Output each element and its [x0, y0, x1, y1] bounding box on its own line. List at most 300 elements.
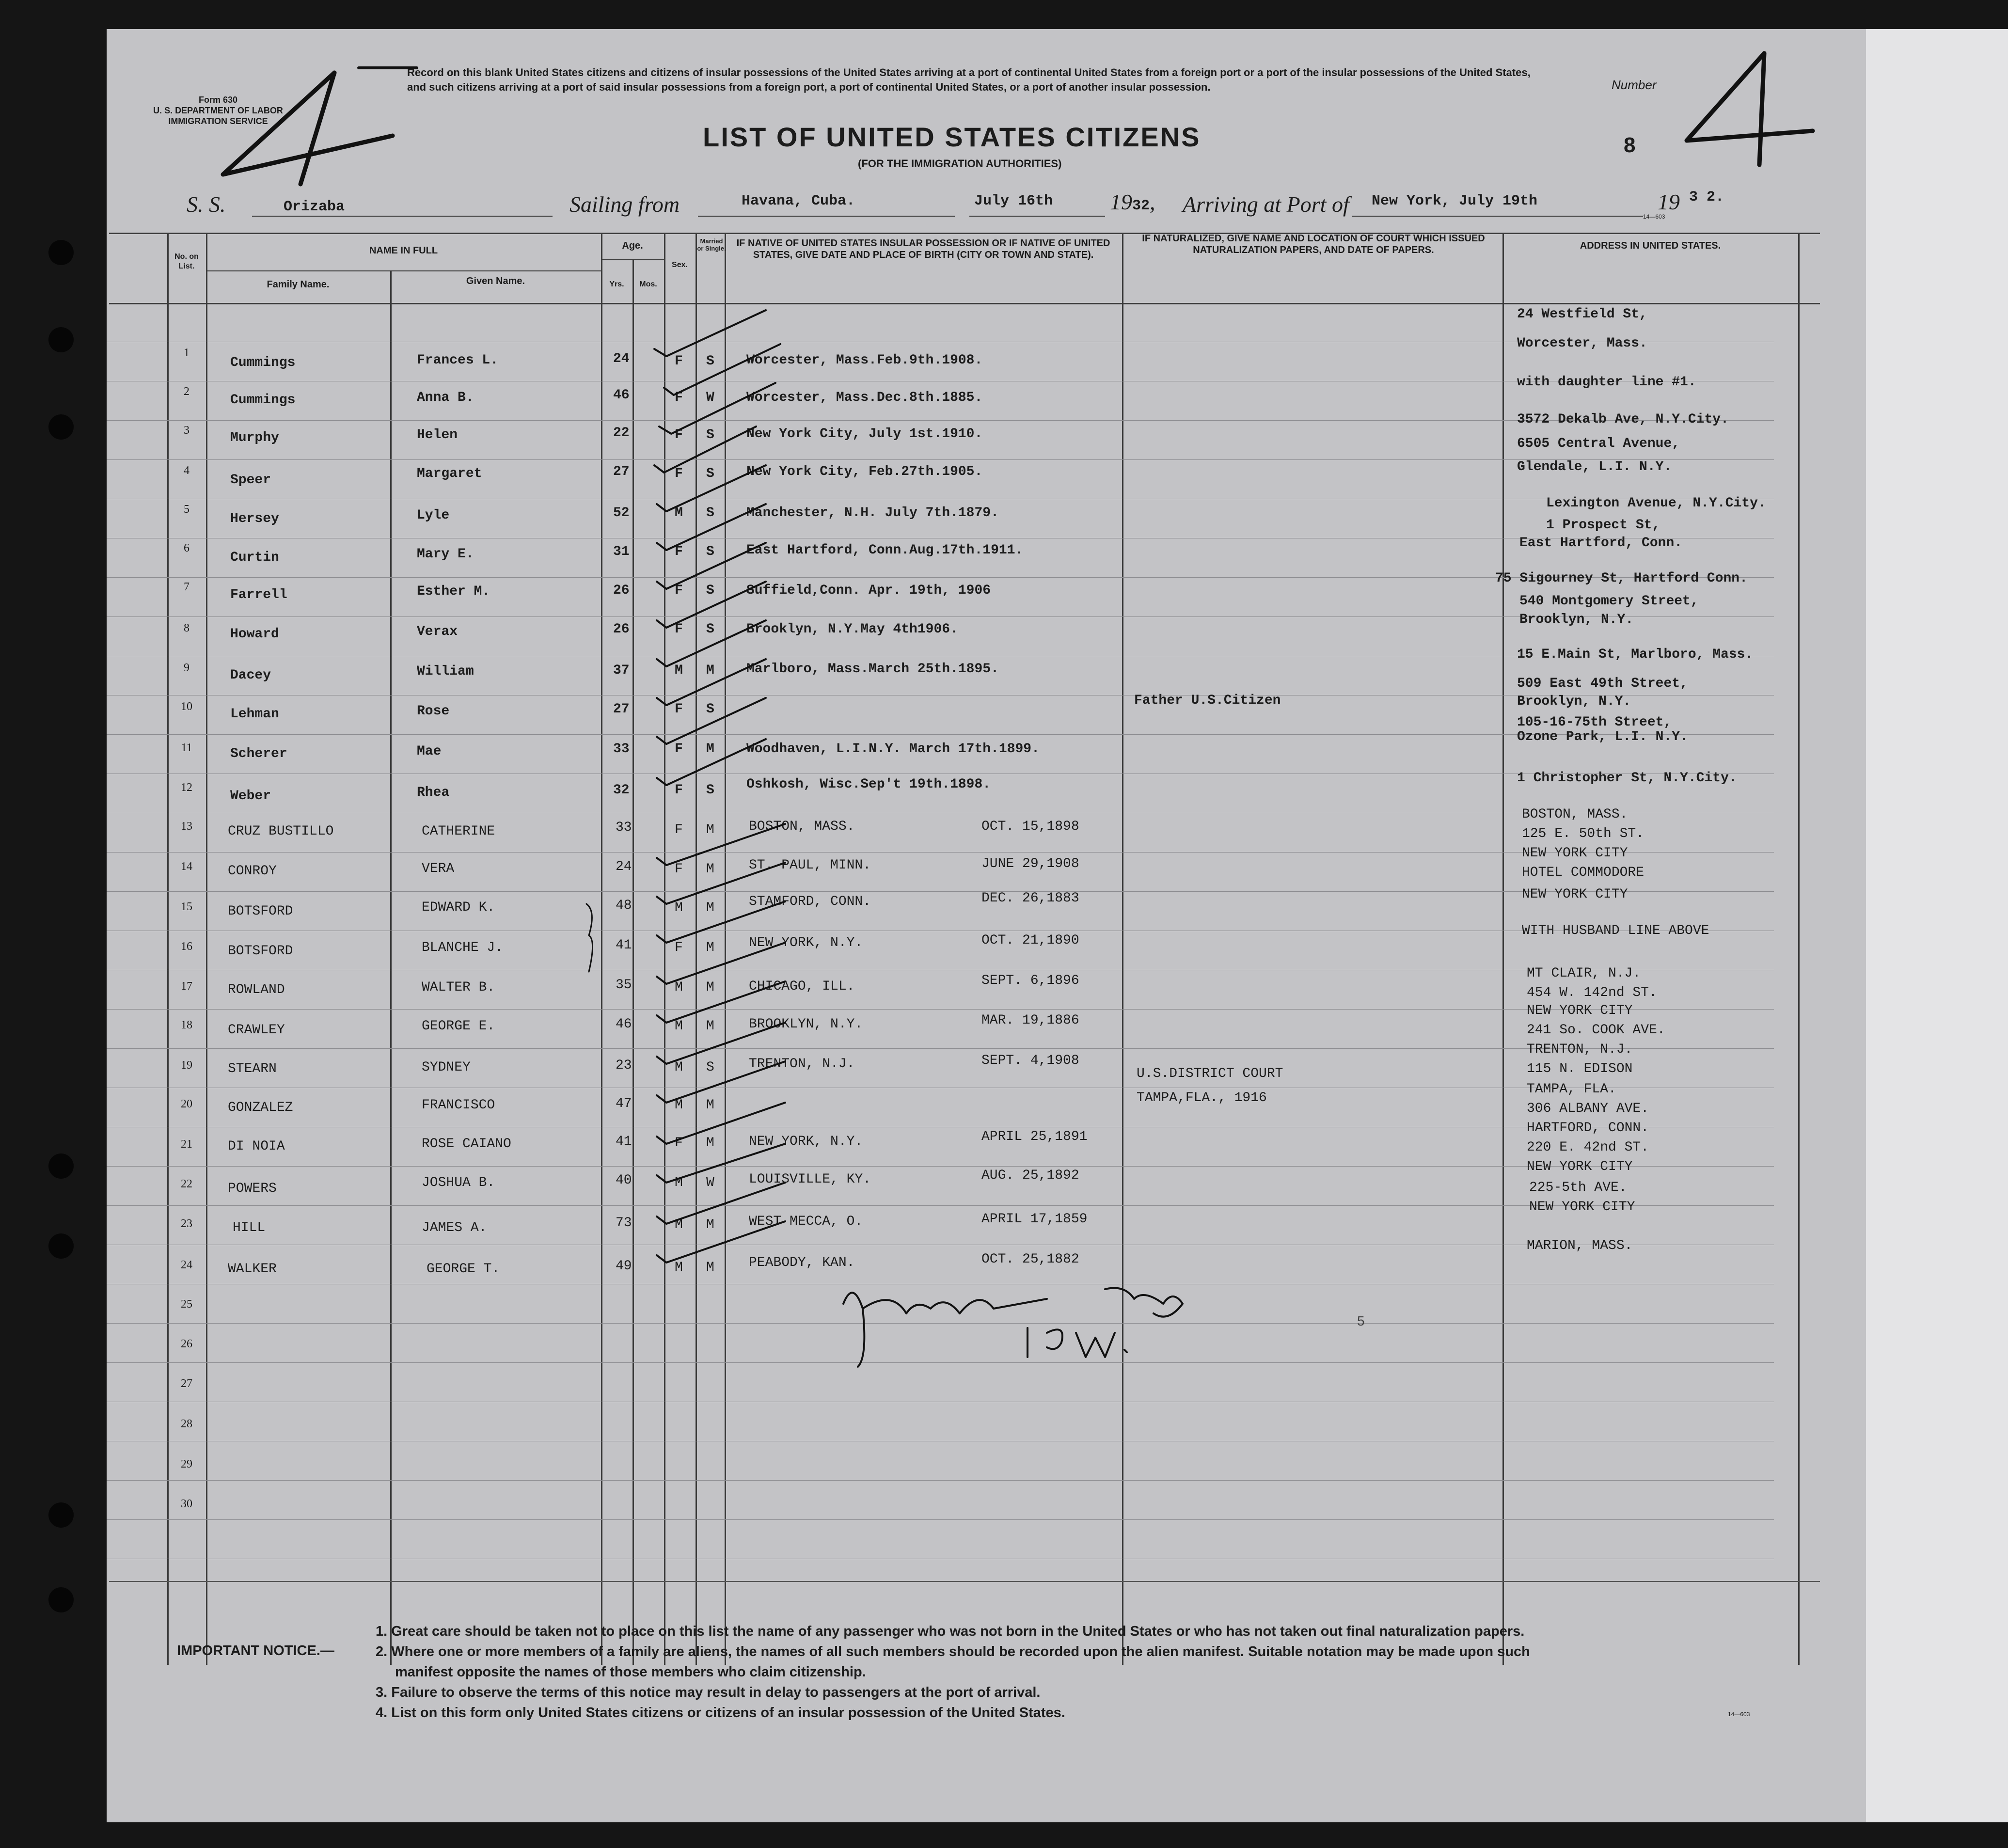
sex: M — [675, 900, 683, 916]
family-name: BOTSFORD — [228, 944, 293, 959]
form-instruction: Record on this blank United States citizens and citizens of insular possessions of the United States arriving at a port of continental United States from a foreign port or a port of the insular possessions of the United States, and such citizens arriving at a port of said insular possessions from a foreign port, a port of continental United States, or a port of another insular possession. — [407, 66, 1531, 93]
address-line: 220 E. 42nd ST. — [1527, 1140, 1649, 1155]
address-line: 225-5th AVE. — [1529, 1180, 1627, 1195]
year-suffix: 32 — [1132, 198, 1150, 214]
given-name: VERA — [422, 861, 455, 876]
address-line: 125 E. 50th ST. — [1522, 826, 1644, 841]
age: 40 — [616, 1173, 632, 1188]
marital-status: M — [706, 1136, 714, 1151]
birth-place: NEW YORK, N.Y. — [749, 935, 863, 950]
age: 33 — [613, 742, 630, 757]
marital-status: S — [706, 622, 714, 637]
address-line: 306 ALBANY AVE. — [1527, 1101, 1649, 1116]
inspector-signature — [834, 1270, 1299, 1386]
binder-hole — [48, 1233, 74, 1259]
arrival-year-suffix: 3 2. — [1689, 189, 1724, 205]
row-number: 1 — [184, 347, 190, 359]
marital-status: M — [706, 1217, 714, 1232]
given-name: Verax — [417, 624, 458, 639]
address-line: HOTEL COMMODORE — [1522, 865, 1644, 880]
given-name: Rose — [417, 704, 450, 719]
family-name: Cummings — [230, 393, 296, 408]
age: 47 — [616, 1096, 632, 1111]
row-number: 18 — [181, 1019, 192, 1031]
marital-status: S — [706, 583, 714, 598]
given-name: SYDNEY — [422, 1060, 471, 1075]
age: 24 — [613, 351, 630, 366]
given-name: Esther M. — [417, 584, 490, 599]
family-name: Weber — [230, 789, 271, 804]
address-line: with daughter line #1. — [1517, 375, 1696, 390]
age: 49 — [616, 1259, 632, 1274]
row-rule — [107, 1480, 1774, 1481]
department: U. S. DEPARTMENT OF LABOR — [153, 106, 283, 115]
age: 32 — [613, 783, 630, 798]
sex: M — [675, 1060, 683, 1075]
family-name: GONZALEZ — [228, 1100, 293, 1115]
address-line: NEW YORK CITY — [1522, 846, 1628, 861]
marital-status: W — [706, 390, 714, 405]
marital-status: M — [706, 822, 714, 837]
binder-hole — [48, 1153, 74, 1179]
marital-status: M — [706, 663, 714, 678]
given-name: Margaret — [417, 466, 482, 481]
marital-status: S — [706, 427, 714, 442]
sex: M — [675, 1217, 683, 1232]
col-divider — [601, 233, 602, 1665]
address-line: Ozone Park, L.I. N.Y. — [1517, 729, 1688, 744]
marital-status: S — [706, 1060, 714, 1075]
birth-date: OCT. 21,1890 — [981, 933, 1079, 948]
family-name: Speer — [230, 473, 271, 488]
service: IMMIGRATION SERVICE — [168, 116, 268, 126]
notice-item: manifest opposite the names of those members who claim citizenship. — [395, 1664, 866, 1680]
sex: M — [675, 980, 683, 995]
sex: F — [675, 702, 683, 717]
address-line: 15 E.Main St, Marlboro, Mass. — [1517, 647, 1754, 662]
col-divider — [390, 270, 392, 1665]
marital-status: S — [706, 702, 714, 717]
row-number: 29 — [181, 1458, 192, 1470]
birth-place: NEW YORK, N.Y. — [749, 1134, 863, 1149]
sex: F — [675, 390, 683, 405]
col-sex: Sex. — [672, 261, 688, 269]
col-birth: IF NATIVE OF UNITED STATES INSULAR POSSESSION OR IF NATIVE OF UNITED STATES, GIVE DATE AND PLACE OF BIRTH (CITY OR TOWN AND STATE). — [736, 238, 1110, 260]
birth-place: WEST MECCA, O. — [749, 1214, 863, 1229]
address-line: 1 Christopher St, N.Y.City. — [1517, 771, 1737, 786]
age: 33 — [616, 820, 632, 835]
birth-place: Suffield,Conn. Apr. 19th, 1906 — [746, 583, 991, 598]
given-name: BLANCHE J. — [422, 940, 504, 955]
birth-place: PEABODY, KAN. — [749, 1255, 855, 1270]
marital-status: M — [706, 1098, 714, 1113]
address-line: 6505 Central Avenue, — [1517, 436, 1680, 451]
address-line: 509 East 49th Street, — [1517, 676, 1688, 691]
birth-place: ST. PAUL, MINN. — [749, 858, 871, 873]
birth-place: Woodhaven, L.I.N.Y. March 17th.1899. — [746, 742, 1040, 757]
address-line: 454 W. 142nd ST. — [1527, 985, 1657, 1000]
row-number: 21 — [181, 1138, 192, 1151]
marital-status: M — [706, 742, 714, 757]
age: 35 — [616, 978, 632, 993]
birth-place: TRENTON, N.J. — [749, 1057, 855, 1072]
address-line: 105-16-75th Street, — [1517, 715, 1672, 730]
age: 31 — [613, 544, 630, 559]
given-name: EDWARD K. — [422, 900, 495, 915]
row-rule — [107, 1048, 1774, 1049]
row-rule — [107, 1519, 1774, 1520]
family-name: Scherer — [230, 746, 287, 761]
sex: F — [675, 622, 683, 637]
birth-date: JUNE 29,1908 — [981, 856, 1079, 871]
row-rule — [107, 1166, 1774, 1167]
sex: M — [675, 1098, 683, 1113]
sex: M — [675, 1175, 683, 1190]
row-number: 4 — [184, 464, 190, 477]
given-name: Lyle — [417, 508, 450, 523]
birth-place: Worcester, Mass.Dec.8th.1885. — [746, 390, 983, 405]
form-number: Form 630 — [198, 95, 238, 105]
marital-status: S — [706, 466, 714, 481]
row-rule — [107, 1009, 1774, 1010]
sailing-date: July 16th — [974, 193, 1053, 209]
row-number: 24 — [181, 1259, 192, 1271]
age: 73 — [616, 1216, 632, 1231]
col-divider — [206, 233, 207, 1665]
address-line: Brooklyn, N.Y. — [1519, 612, 1634, 627]
row-number: 8 — [184, 622, 190, 634]
row-number: 2 — [184, 385, 190, 398]
notice-item: 4. List on this form only United States citizens or citizens of an insular possession of the United States. — [376, 1705, 1065, 1721]
marital-status: S — [706, 354, 714, 369]
family-name: Lehman — [230, 707, 279, 722]
age: 52 — [613, 505, 630, 521]
sex: F — [675, 862, 683, 877]
page-mark: 5 — [1357, 1313, 1365, 1328]
address-line: Lexington Avenue, N.Y.City. — [1546, 496, 1766, 511]
birth-place: East Hartford, Conn.Aug.17th.1911. — [746, 543, 1024, 558]
table-header-border — [109, 303, 1820, 304]
sex: F — [675, 822, 683, 837]
row-number: 16 — [181, 940, 192, 953]
col-divider — [1122, 233, 1123, 1665]
print-code-bottom: 14—603 — [1728, 1711, 1750, 1718]
birth-place: LOUISVILLE, KY. — [749, 1172, 871, 1187]
birth-place: BROOKLYN, N.Y. — [749, 1017, 863, 1032]
address-line: NEW YORK CITY — [1522, 887, 1628, 902]
table-top-border — [109, 233, 1820, 234]
address-line: Glendale, L.I. N.Y. — [1517, 459, 1672, 474]
sex: F — [675, 742, 683, 757]
col-family-name: Family Name. — [267, 279, 330, 290]
naturalization-location: TAMPA,FLA., 1916 — [1137, 1090, 1267, 1106]
marital-status: W — [706, 1175, 714, 1190]
address-line: 540 Montgomery Street, — [1519, 594, 1699, 609]
family-name: HILL — [233, 1220, 266, 1235]
birth-place: STAMFORD, CONN. — [749, 894, 871, 909]
given-name: William — [417, 664, 474, 679]
family-name: ROWLAND — [228, 982, 285, 997]
address-line: MARION, MASS. — [1527, 1238, 1633, 1253]
col-divider — [632, 259, 634, 1665]
row-number: 28 — [181, 1418, 192, 1430]
family-name: Hersey — [230, 511, 279, 526]
col-yrs: Yrs. — [609, 280, 624, 288]
row-number: 9 — [184, 662, 190, 674]
birth-date: DEC. 26,1883 — [981, 891, 1079, 906]
age: 37 — [613, 663, 630, 678]
row-number: 6 — [184, 542, 190, 554]
family-name: DI NOIA — [228, 1139, 285, 1154]
address-line: East Hartford, Conn. — [1519, 536, 1683, 551]
sex: F — [675, 466, 683, 481]
age: 27 — [613, 702, 630, 717]
sex: F — [675, 1136, 683, 1151]
number-label: Number — [1612, 78, 1657, 92]
age: 26 — [613, 583, 630, 598]
rule — [252, 216, 553, 217]
family-name: CRUZ BUSTILLO — [228, 824, 334, 839]
row-number: 15 — [181, 900, 192, 913]
birth-place: CHICAGO, ILL. — [749, 979, 855, 994]
given-name: CATHERINE — [422, 824, 495, 839]
family-name: Murphy — [230, 430, 279, 445]
marital-status: S — [706, 505, 714, 521]
row-number: 17 — [181, 980, 192, 993]
address-line: 241 So. COOK AVE. — [1527, 1023, 1665, 1038]
binder-hole — [48, 240, 74, 265]
col-naturalized: IF NATURALIZED, GIVE NAME AND LOCATION OF COURT WHICH ISSUED NATURALIZATION PAPERS, AND DATE OF PAPERS. — [1142, 233, 1485, 255]
birth-date: OCT. 25,1882 — [981, 1252, 1079, 1267]
age: 22 — [613, 426, 630, 441]
family-brace — [582, 901, 601, 974]
ship-name: Orizaba — [284, 199, 345, 215]
row-number: 19 — [181, 1059, 192, 1072]
birth-place: BOSTON, MASS. — [749, 819, 855, 834]
birth-date: AUG. 25,1892 — [981, 1168, 1079, 1183]
row-number: 11 — [181, 742, 192, 754]
address-line: NEW YORK CITY — [1529, 1200, 1635, 1215]
birth-place: Manchester, N.H. July 7th.1879. — [746, 505, 999, 521]
sex: M — [675, 1019, 683, 1034]
address-line: 24 Westfield St, — [1517, 307, 1647, 322]
birth-date: SEPT. 6,1896 — [981, 973, 1079, 988]
birth-date: APRIL 17,1859 — [981, 1212, 1088, 1227]
sex: M — [675, 1260, 683, 1275]
marital-status: M — [706, 1019, 714, 1034]
family-name: CRAWLEY — [228, 1023, 285, 1038]
address-line: NEW YORK CITY — [1527, 1159, 1633, 1174]
family-name: CONROY — [228, 864, 277, 879]
name-subheader-rule — [206, 270, 601, 271]
binder-hole — [48, 414, 74, 440]
binder-hole — [48, 1587, 74, 1612]
birth-date: SEPT. 4,1908 — [981, 1053, 1079, 1068]
address-line: TRENTON, N.J. — [1527, 1042, 1633, 1057]
family-name: Cummings — [230, 355, 296, 370]
given-name: Anna B. — [417, 390, 474, 405]
notice-item: 3. Failure to observe the terms of this notice may result in delay to passengers at the port of arrival. — [376, 1685, 1041, 1700]
address-line: 115 N. EDISON — [1527, 1061, 1633, 1076]
row-number: 10 — [181, 700, 192, 713]
birth-place: Oshkosh, Wisc.Sep't 19th.1898. — [746, 777, 991, 792]
ss-label: S. S. — [187, 192, 226, 217]
given-name: Mary E. — [417, 547, 474, 562]
family-name: Howard — [230, 627, 279, 642]
birth-place: Brooklyn, N.Y.May 4th1906. — [746, 622, 958, 637]
page-title: LIST OF UNITED STATES CITIZENS — [703, 122, 1201, 152]
family-name: WALKER — [228, 1262, 277, 1277]
address-line: HARTFORD, CONN. — [1527, 1121, 1649, 1136]
binder-hole — [48, 1502, 74, 1528]
col-mos: Mos. — [639, 280, 657, 288]
sex: F — [675, 940, 683, 955]
given-name: ROSE CAIANO — [422, 1137, 511, 1152]
given-name: Helen — [417, 427, 458, 442]
address-line: TAMPA, FLA. — [1527, 1082, 1616, 1097]
table-bottom-rule — [109, 1581, 1820, 1582]
birth-date: OCT. 15,1898 — [981, 819, 1079, 834]
address-line: 3572 Dekalb Ave, N.Y.City. — [1517, 412, 1729, 427]
col-name-in-full: NAME IN FULL — [369, 245, 438, 256]
arrival-port-date: New York, July 19th — [1372, 193, 1538, 209]
binder-hole — [48, 327, 74, 352]
rule — [698, 216, 955, 217]
birth-place: Marlboro, Mass.March 25th.1895. — [746, 662, 999, 677]
marital-status: M — [706, 940, 714, 955]
row-number: 12 — [181, 781, 192, 794]
given-name: Mae — [417, 744, 442, 759]
row-number: 14 — [181, 860, 192, 873]
age: 41 — [616, 938, 632, 953]
marital-status: M — [706, 1260, 714, 1275]
address-line: Brooklyn, N.Y. — [1517, 694, 1631, 709]
col-address: ADDRESS IN UNITED STATES. — [1580, 240, 1721, 251]
row-number: 23 — [181, 1217, 192, 1230]
age: 41 — [616, 1134, 632, 1149]
age: 23 — [616, 1058, 632, 1073]
given-name: WALTER B. — [422, 980, 495, 995]
notice-item: 1. Great care should be taken not to place on this list the name of any passenger who was not born in the United States or who has not taken out final naturalization papers. — [376, 1624, 1525, 1639]
sex: M — [675, 505, 683, 521]
col-divider — [167, 233, 169, 1665]
address-line: NEW YORK CITY — [1527, 1003, 1633, 1018]
marital-status: M — [706, 862, 714, 877]
address-line: 75 Sigourney St, Hartford Conn. — [1495, 571, 1748, 586]
page-subtitle: (FOR THE IMMIGRATION AUTHORITIES) — [858, 158, 1062, 170]
col-divider — [1502, 233, 1504, 1665]
address-line: BOSTON, MASS. — [1522, 807, 1628, 822]
row-number: 27 — [181, 1377, 192, 1390]
row-number: 7 — [184, 581, 190, 593]
col-no: No. on List. — [174, 253, 199, 270]
family-name: Curtin — [230, 550, 279, 565]
check-marks — [645, 300, 800, 1279]
age: 46 — [613, 388, 630, 403]
row-number: 20 — [181, 1098, 192, 1110]
notice-item: 2. Where one or more members of a family are aliens, the names of all such members should be recorded upon the alien manifest. Suitable notation may be made upon such — [376, 1644, 1530, 1659]
row-number: 5 — [184, 503, 190, 516]
row-number: 30 — [181, 1498, 192, 1510]
given-name: FRANCISCO — [422, 1098, 495, 1113]
address-line: Worcester, Mass. — [1517, 336, 1647, 351]
col-married: Married or Single. — [697, 237, 726, 252]
sex: F — [675, 583, 683, 598]
col-given-name: Given Name. — [466, 276, 525, 286]
handwritten-number-left — [213, 63, 427, 189]
naturalization-note: Father U.S.Citizen — [1134, 693, 1281, 708]
given-name: JOSHUA B. — [422, 1175, 495, 1190]
age: 46 — [616, 1017, 632, 1032]
address-line: MT CLAIR, N.J. — [1527, 966, 1641, 981]
address-line: WITH HUSBAND LINE ABOVE — [1522, 923, 1709, 938]
given-name: GEORGE T. — [427, 1262, 500, 1277]
given-name: Rhea — [417, 785, 450, 800]
sex: F — [675, 427, 683, 442]
address-line: 1 Prospect St, — [1546, 518, 1660, 533]
sex: F — [675, 783, 683, 798]
age: 26 — [613, 622, 630, 637]
year-line: 1932, — [1110, 190, 1155, 214]
marital-status: M — [706, 900, 714, 916]
given-name: Frances L. — [417, 353, 499, 368]
sex: F — [675, 354, 683, 369]
rule — [969, 216, 1105, 217]
row-rule — [107, 1205, 1774, 1206]
family-name: POWERS — [228, 1181, 277, 1196]
marital-status: S — [706, 544, 714, 559]
arriving-label: Arriving at Port of — [1183, 192, 1349, 217]
sailing-label: Sailing from — [569, 192, 680, 217]
birth-place: New York City, Feb.27th.1905. — [746, 464, 983, 479]
age: 24 — [616, 859, 632, 874]
marital-status: S — [706, 783, 714, 798]
notice-list — [376, 1621, 1810, 1723]
sex: M — [675, 663, 683, 678]
year-prefix: 19 — [1110, 190, 1132, 214]
naturalization-court: U.S.DISTRICT COURT — [1137, 1066, 1283, 1081]
marital-status: M — [706, 980, 714, 995]
print-code: 14—603 — [1643, 213, 1665, 220]
family-name: BOTSFORD — [228, 904, 293, 919]
row-number: 3 — [184, 424, 190, 437]
age: 27 — [613, 464, 630, 479]
notice-label: IMPORTANT NOTICE.— — [177, 1643, 334, 1658]
arrival-year-prefix: 19 — [1658, 190, 1680, 214]
stamp-number: 8 — [1624, 133, 1636, 157]
rule — [1352, 216, 1643, 217]
col-divider — [1798, 233, 1800, 1665]
family-name: Farrell — [230, 587, 287, 602]
next-page-edge — [1866, 29, 2008, 1822]
col-age: Age. — [622, 240, 643, 251]
age: 48 — [616, 898, 632, 913]
given-name: GEORGE E. — [422, 1019, 495, 1034]
row-number: 25 — [181, 1298, 192, 1311]
birth-place: New York City, July 1st.1910. — [746, 426, 983, 442]
birth-date: MAR. 19,1886 — [981, 1013, 1079, 1028]
given-name: JAMES A. — [422, 1220, 487, 1235]
row-number: 13 — [181, 820, 192, 833]
family-name: Dacey — [230, 668, 271, 683]
handwritten-number-right — [1658, 44, 1822, 170]
sailing-port: Havana, Cuba. — [742, 193, 855, 209]
birth-date: APRIL 25,1891 — [981, 1129, 1088, 1144]
family-name: STEARN — [228, 1061, 277, 1076]
row-number: 22 — [181, 1178, 192, 1190]
sex: F — [675, 544, 683, 559]
row-number: 26 — [181, 1338, 192, 1350]
